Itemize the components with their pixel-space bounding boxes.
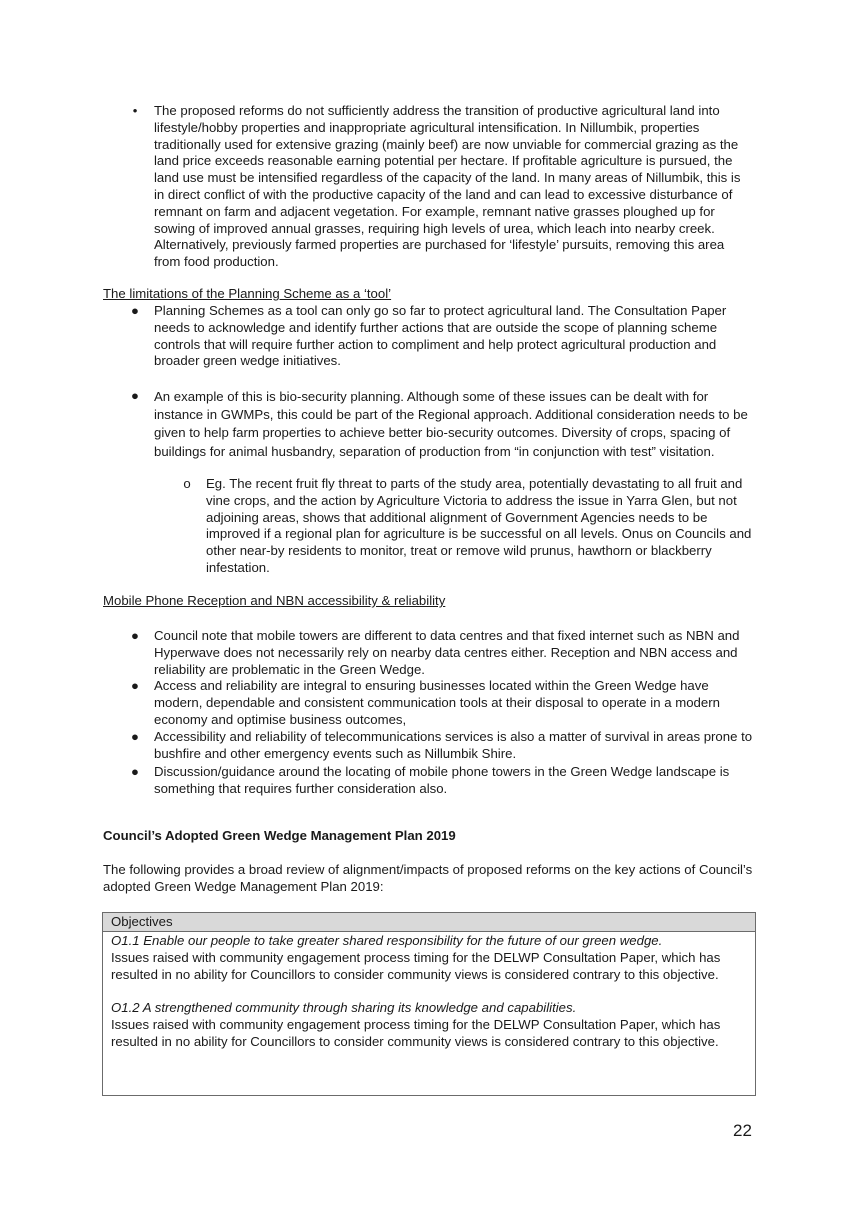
row-spacer	[111, 983, 747, 1000]
bullet-marker: ●	[131, 678, 139, 693]
objectives-table-header: Objectives	[103, 913, 755, 932]
page-number: 22	[733, 1121, 752, 1140]
mobile-reception-heading: Mobile Phone Reception and NBN accessibility & reliability	[103, 593, 446, 608]
objective-title-o1-1: O1.1 Enable our people to take greater shared responsibility for the future of our green wedge.	[111, 933, 663, 948]
objectives-table-body	[103, 932, 755, 1051]
gwmp-intro: The following provides a broad review of alignment/impacts of proposed reforms on the key actions of Council’s adopted Green Wedge Management Plan 2019:	[103, 862, 753, 894]
mobile-bullet-4: Discussion/guidance around the locating of mobile phone towers in the Green Wedge landscape is something that requires further consideration also.	[154, 764, 730, 796]
planning-scheme-heading: The limitations of the Planning Scheme as a ‘tool’	[103, 286, 392, 301]
sub-bullet-marker: o	[183, 476, 191, 491]
reforms-bullet-text: The proposed reforms do not sufficiently address the transition of productive agricultural land into lifestyle/hobby properties and inappropriate agricultural intensification. In Nillumbik, properties traditionally used for extensive grazing (mainly beef) are now unviable for commercial grazing as the land price exceeds reasonable earning potential per hectare. If profitable agriculture is pursued, the land use must be intensified regardless of the capacity of the land. In many areas of Nillumbik, this is in direct conflict of with the productive capacity of the land and can lead to excessive disturbance of remnant on farm and adjacent vegetation. For example, remnant native grasses ploughed up for sowing of improved annual grasses, requiring high levels of urea, which leach into nearby creek. Alternatively, previously farmed properties are purchased for ‘lifestyle’ pursuits, removing this area from food production.	[154, 103, 741, 270]
bullet-marker: ●	[131, 729, 139, 744]
bullet-marker: ●	[131, 764, 139, 779]
objective-text-o1-1: Issues raised with community engagement process timing for the DELWP Consultation Paper, which has resulted in no ability for Councillors to consider community views is considered contrary to this objective.	[111, 949, 721, 982]
gwmp-heading: Council’s Adopted Green Wedge Management Plan 2019	[103, 828, 456, 843]
objectives-table	[102, 912, 756, 1096]
bullet-marker: •	[132, 103, 138, 118]
mobile-bullet-3: Accessibility and reliability of telecommunications services is also a matter of survival in areas prone to bushfire and other emergency events such as Nillumbik Shire.	[154, 729, 753, 761]
mobile-bullet-1: Council note that mobile towers are different to data centres and that fixed internet such as NBN and Hyperwave does not necessarily rely on nearby data centres either. Reception and NBN access and reliability are problematic in the Green Wedge.	[154, 628, 740, 677]
objective-text-o1-2: Issues raised with community engagement process timing for the DELWP Consultation Paper, which has resulted in no ability for Councillors to consider community views is considered contrary to this objective.	[111, 1016, 721, 1049]
planning-bullet-2: An example of this is bio-security planning. Although some of these issues can be dealt with for instance in GWMPs, this could be part of the Regional approach. Additional consideration needs to be given to help farm properties to achieve better bio-security outcomes. Diversity of crops, spacing of buildings for animal husbandry, separation of production from “in conjunction with test” visitation.	[154, 389, 748, 459]
planning-bullet-1: Planning Schemes as a tool can only go so far to protect agricultural land. The Consultation Paper needs to acknowledge and identify further actions that are outside the scope of planning scheme controls that will require further action to compliment and help protect agricultural production and broader green wedge initiatives.	[154, 303, 727, 369]
bullet-marker: ●	[131, 303, 139, 318]
mobile-bullet-2: Access and reliability are integral to ensuring businesses located within the Green Wedge have modern, dependable and consistent communication tools at their disposal to operate in a modern economy and optimise business outcomes,	[154, 678, 720, 727]
fruit-fly-sub-bullet: Eg. The recent fruit fly threat to parts of the study area, potentially devastating to all fruit and vine crops, and the action by Agriculture Victoria to address the issue in Yarra Glen, but not adjoining areas, shows that additional alignment of Government Agencies needs to be improved if a regional plan for agriculture is be successful on all levels. Onus on Councils and other near-by residents to monitor, treat or remove wild prunus, hawthorn or blackberry infestation.	[206, 476, 752, 575]
bullet-marker: ●	[131, 388, 139, 403]
objective-title-o1-2: O1.2 A strengthened community through sharing its knowledge and capabilities.	[111, 1000, 577, 1016]
bullet-marker: ●	[131, 628, 139, 643]
